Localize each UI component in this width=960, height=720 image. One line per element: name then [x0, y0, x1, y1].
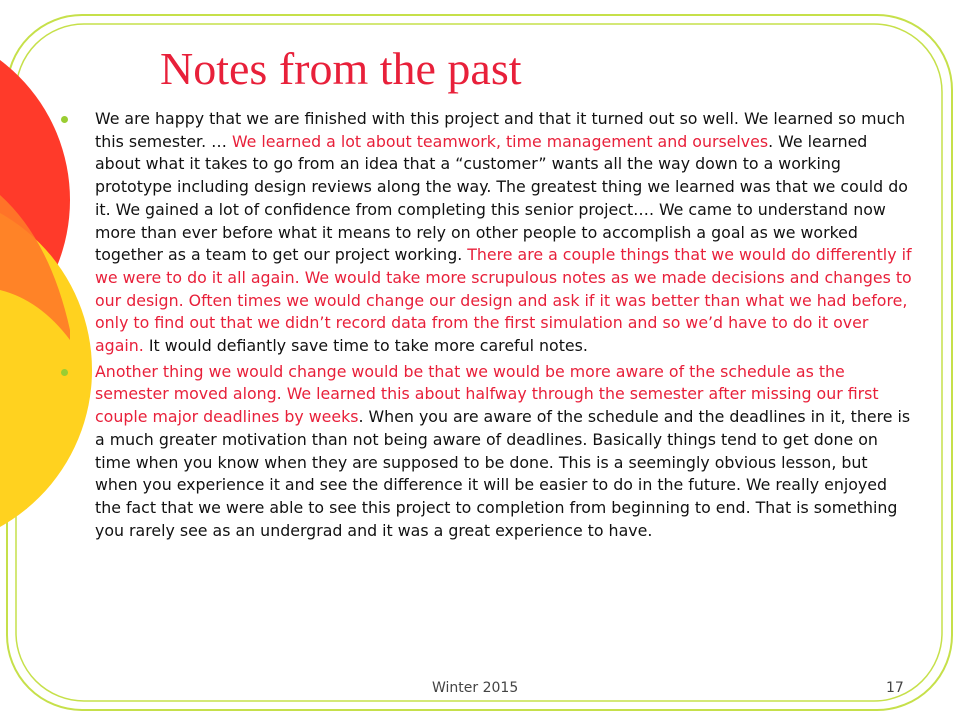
slide-number: 17	[886, 680, 904, 696]
footer-term: Winter 2015	[432, 680, 519, 696]
body-text: . We learned about what it takes to go from an idea that a “customer” wants all the way down to a working prototype including design reviews along the way. The greatest thing we learned was that we could do it. We gained a lot of confidence from completing this senior project…. We came to understand now more than ever before what it means to rely on other people to accomplish a goal as we worked together as a team to get our project working.	[95, 131, 908, 265]
bullet-list	[60, 108, 912, 542]
slide-title: Notes from the past	[160, 43, 522, 94]
bullet-dot-icon	[61, 116, 68, 123]
body-text: . When you are aware of the schedule and the deadlines in it, there is a much greater motivation than not being aware of deadlines. Basically things tend to get done on time when you know when they are supposed to be done. This is a seemingly obvious lesson, but when you experience it and see the difference it will be easier to do in the future. We really enjoyed the fact that we were able to see this project to completion from beginning to end. That is something you rarely see as an undergrad and it was a great experience to have.	[95, 407, 911, 540]
highlighted-text: There are a couple things that we would do differently if we were to do it all again. We would take more scrupulous notes as we made decisions and changes to our design. Often times we would change our design and ask if it was better than what we had before, only to find out that we didn’t record data from the first simulation and so we’d have to do it over again.	[95, 245, 912, 356]
bullet-paragraph	[60, 108, 912, 358]
body-text: It would defiantly save time to take more careful notes.	[143, 336, 588, 356]
bullet-paragraph	[60, 361, 912, 543]
highlighted-text: We learned a lot about teamwork, time management and ourselves	[231, 131, 769, 151]
body-text: We are happy that we are finished with this project and that it turned out so well. We learned so much this semester. …	[95, 109, 906, 151]
highlighted-text: Another thing we would change would be that we would be more aware of the schedule as the semester moved along. We learned this about halfway through the semester after missing our first couple major deadlines by weeks	[95, 361, 879, 427]
bullet-dot-icon	[61, 369, 68, 376]
